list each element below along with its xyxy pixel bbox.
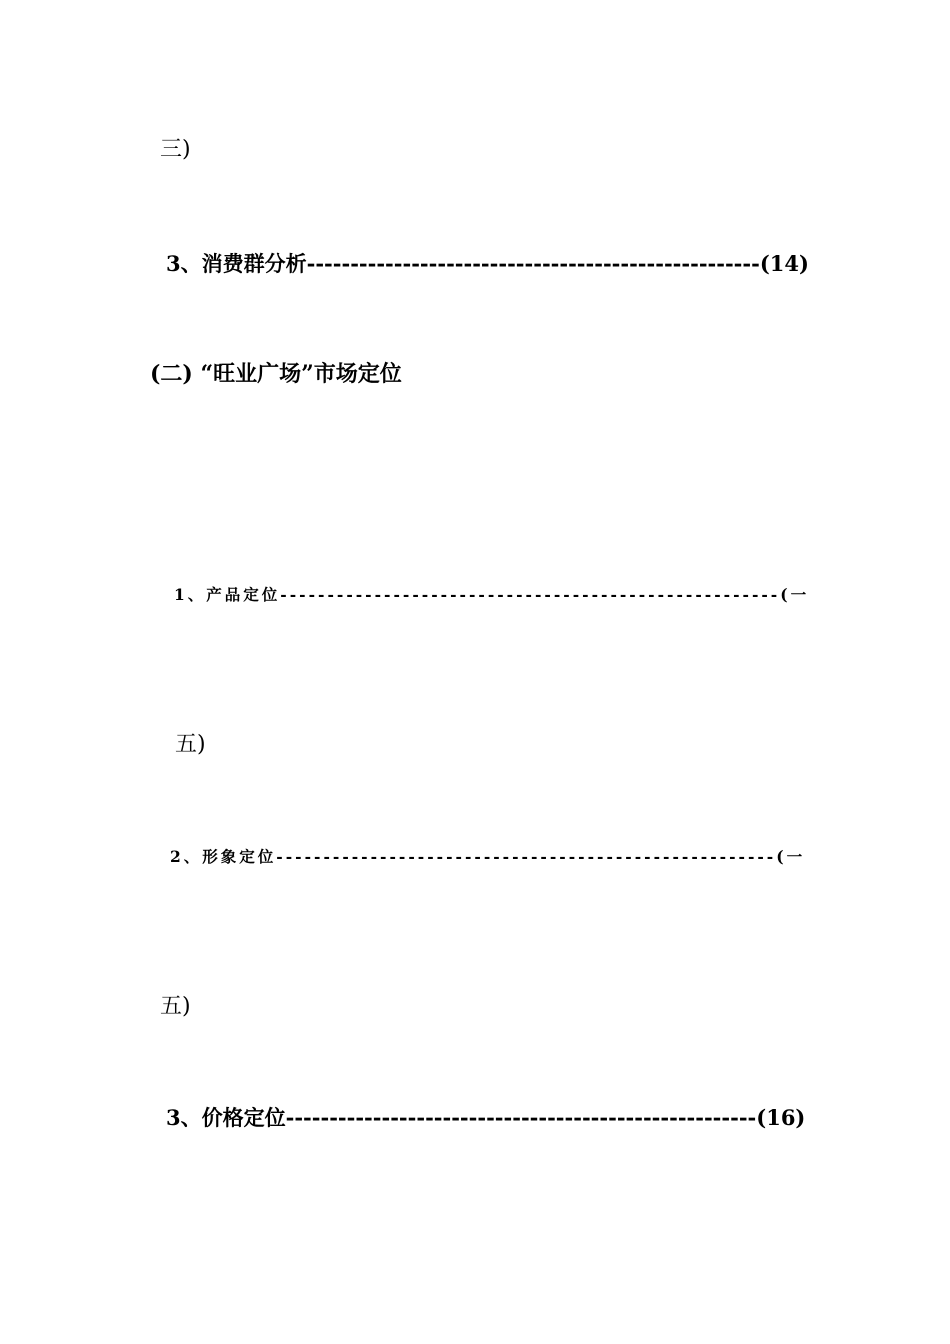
toc-continuation-1: 三) — [160, 137, 191, 162]
toc-section-market-positioning: (二) “旺业广场”市场定位 — [150, 361, 402, 387]
toc-continuation-2: 五) — [175, 732, 206, 757]
toc-continuation-3: 五) — [160, 994, 191, 1019]
toc-entry-consumer-analysis: 3、消费群分析----------------------------------------------------(14) — [166, 251, 809, 276]
toc-entry-price-positioning: 3、价格定位------------------------------------------------------(16) — [166, 1105, 806, 1130]
toc-entry-image-positioning: 2、形象定位-----------------------------------------------------(一 — [170, 847, 806, 866]
toc-entry-product-positioning: 1、产品定位-----------------------------------------------------(一 — [174, 585, 810, 604]
